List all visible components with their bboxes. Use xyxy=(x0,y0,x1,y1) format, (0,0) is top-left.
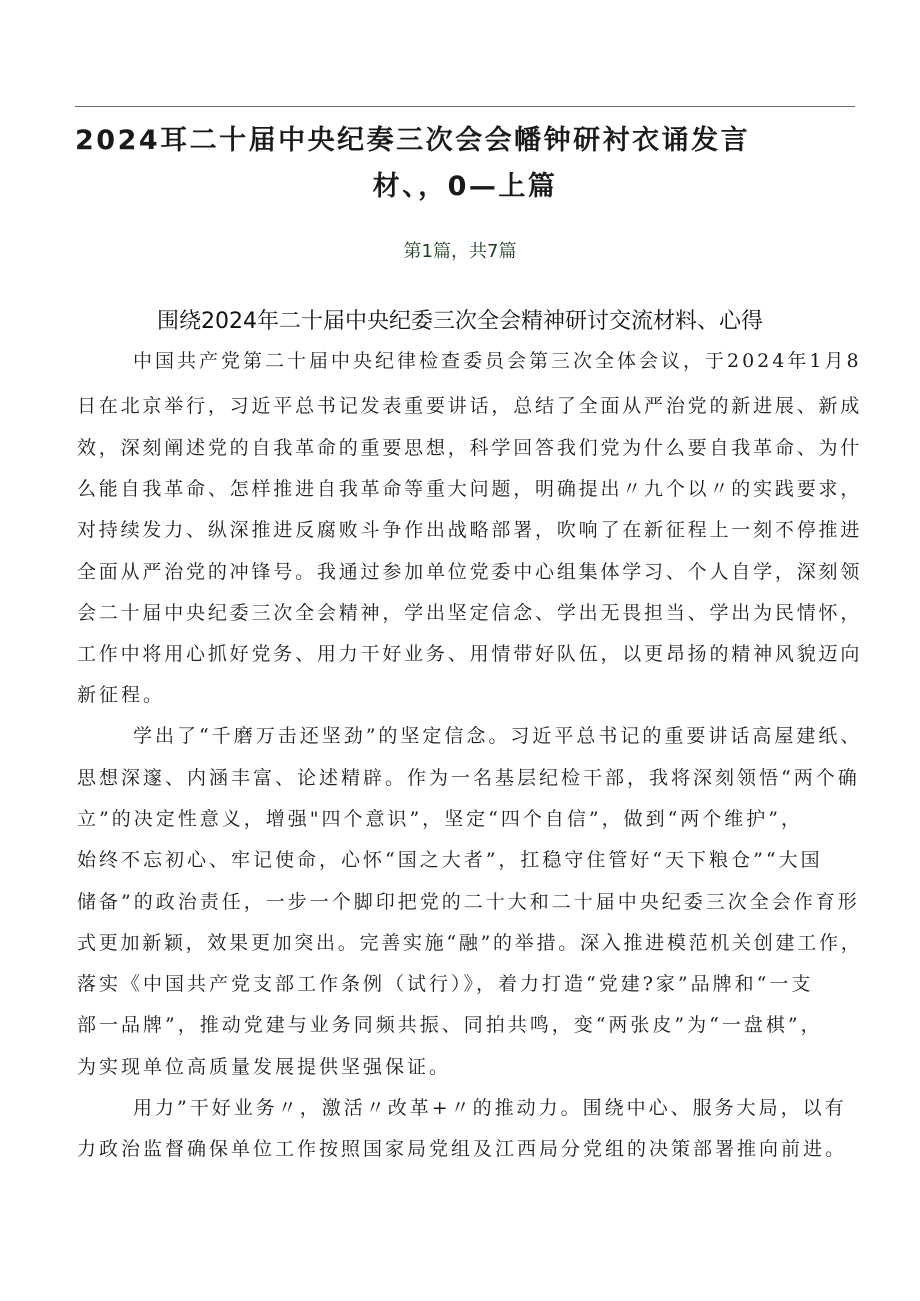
body-line: 为实现单位高质量发展提供坚强保证。 xyxy=(77,1056,452,1078)
body-line: 思想深邃、内涵丰富、论述精辟。作为一名基层纪检干部，我将深刻领悟“两个确 xyxy=(77,767,860,789)
part-counter: 第1篇，共7篇 xyxy=(403,241,517,262)
body-line: 工作中将用心抓好党务、用力干好业务、用情带好队伍，以更昂扬的精神风貌迈向 xyxy=(77,643,863,665)
body-line: 用力”干好业务〃，激活〃改革+〃的推动力。围绕中心、服务大局，以有 xyxy=(133,1097,847,1119)
body-line: 学出了“千磨万击还坚劲”的坚定信念。习近平总书记的重要讲话高屋建纸、 xyxy=(133,725,863,747)
body-line: 全面从严治党的冲锋号。我通过参加单位党委中心组集体学习、个人自学，深刻领 xyxy=(77,561,863,583)
body-line: 中国共产党第二十届中央纪律检查委员会第三次全体会议，于2024年1月8 xyxy=(133,350,862,372)
body-line: 对持续发力、纵深推进反腐败斗争作出战略部署，吹响了在新征程上一刻不停推进 xyxy=(77,519,863,541)
body-line: 始终不忘初心、牢记使命，心怀“国之大者”，扛稳守住管好“天下粮仓”“大国 xyxy=(77,849,823,871)
body-line: 落实《中国共产党支部工作条例（试行）》，着力打造“党建?家”品牌和“一支 xyxy=(77,973,814,995)
body-line: 部一品牌”，推动党建与业务同频共振、同拍共鸣，变“两张皮”为“一盘棋”， xyxy=(77,1014,823,1036)
body-line: 新征程。 xyxy=(77,684,166,706)
body-line: 么能自我革命、怎样推进自我革命等重大问题，明确提出〃九个以〃的实践要求， xyxy=(77,478,863,500)
body-line: 储备”的政治责任，一步一个脚印把党的二十大和二十届中央纪委三次全会作育形 xyxy=(77,891,860,913)
body-line: 会二十届中央纪委三次全会精神，学出坚定信念、学出无畏担当、学出为民情怀， xyxy=(77,602,863,624)
body-line: 日在北京举行，习近平总书记发表重要讲话，总结了全面从严治党的新进展、新成 xyxy=(77,395,863,417)
title-line-2: 材、，0—上篇 xyxy=(372,171,558,202)
header-rule xyxy=(75,106,855,107)
body-line: 力政治监督确保单位工作按照国家局党组及江西局分党组的决策部署推向前进。 xyxy=(77,1138,848,1160)
body-line: 立”的决定性意义，增强"四个意识”，坚定“四个自信”，做到“两个维护”， xyxy=(77,808,804,830)
body-line: 效，深刻阐述党的自我革命的重要思想，科学回答我们党为什么要自我革命、为什 xyxy=(77,437,863,459)
body-line: 式更加新颖，效果更加突出。完善实施“融”的举措。深入推进模范机关创建工作， xyxy=(77,932,863,954)
section-heading: 围绕2024年二十届中央纪委三次全会精神研讨交流材料、心得 xyxy=(157,309,763,334)
title-line-1: 2024耳二十届中央纪奏三次会会幡钟研衬衣诵发言 xyxy=(75,125,751,156)
